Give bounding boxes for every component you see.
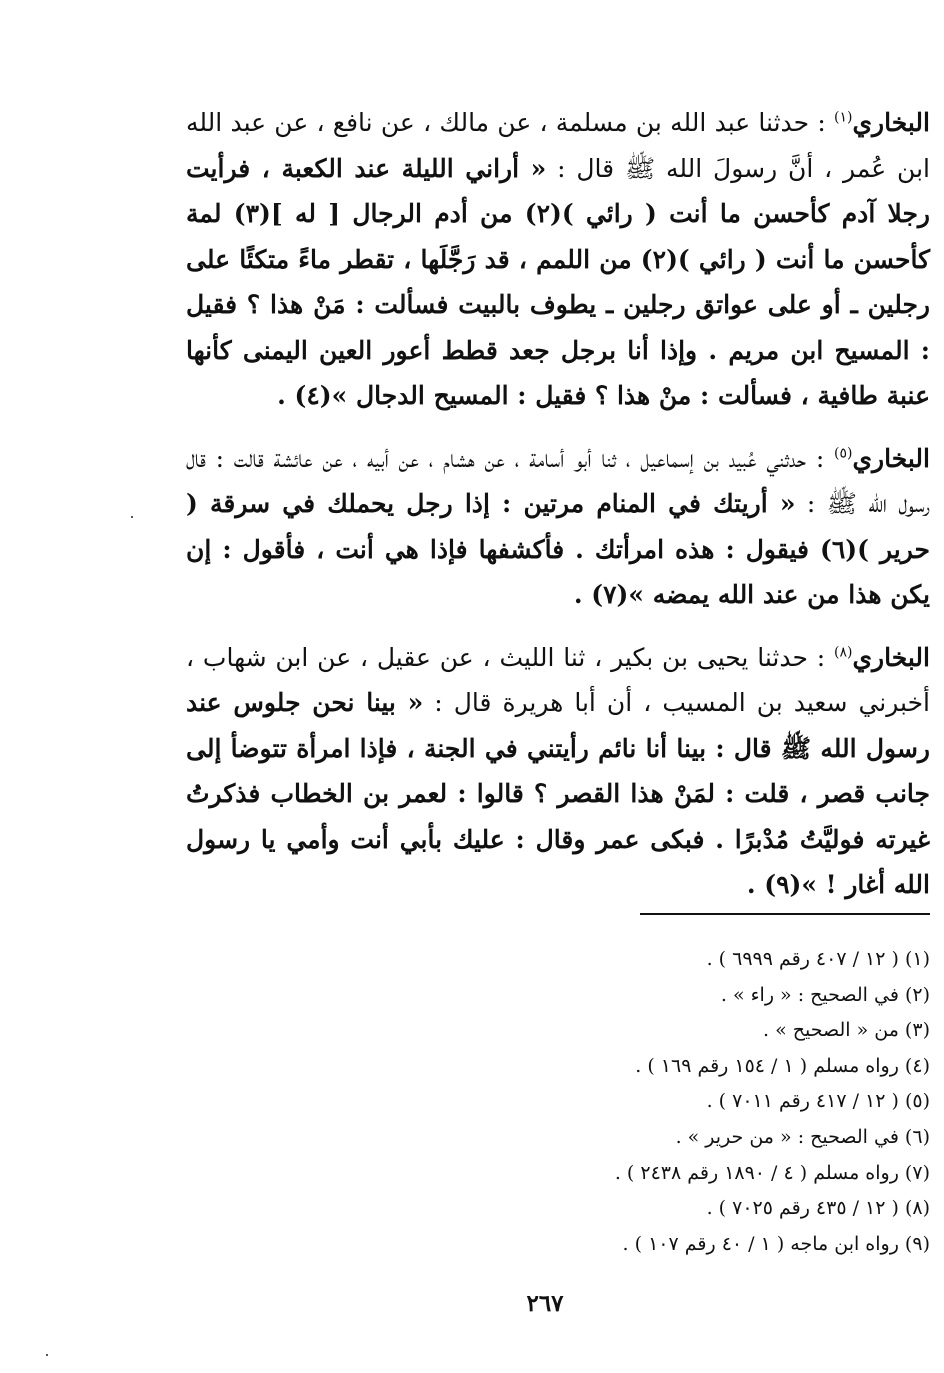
- footnote-ref: (١): [834, 109, 853, 126]
- footnote-7: (٧) رواه مسلم ( ٤ / ١٨٩٠ رقم ٢٤٣٨ ) .: [614, 1161, 930, 1184]
- page-number: ٢٦٧: [526, 1290, 564, 1317]
- footnote-4: (٤) رواه مسلم ( ١ / ١٥٤ رقم ١٦٩ ) .: [635, 1054, 930, 1077]
- scan-speck: [131, 516, 133, 518]
- hadith-paragraph-3: [186, 635, 930, 908]
- source-label: البخاري: [852, 108, 930, 137]
- main-text: [186, 100, 930, 908]
- footnote-divider: [640, 913, 930, 915]
- footnote-3: (٣) من « الصحيح » .: [763, 1019, 930, 1042]
- scan-speck: [46, 1354, 48, 1356]
- isnad-text: : حدثنا عبد الله بن مسلمة ، عن مالك ، عن نافع ، عن عبد الله ابن عُمر ، أنَّ رسولَ الله ﷺ قال :: [186, 108, 930, 183]
- hadith-paragraph-2: [186, 436, 930, 618]
- footnote-ref: (٥): [834, 445, 853, 462]
- footnote-6: (٦) في الصحيح : « من حرير » .: [675, 1125, 930, 1148]
- footnotes: [520, 942, 930, 1262]
- footnote-5: (٥) ( ١٢ / ٤١٧ رقم ٧٠١١ ) .: [706, 1090, 930, 1113]
- footnote-8: (٨) ( ١٢ / ٤٣٥ رقم ٧٠٢٥ ) .: [706, 1197, 930, 1220]
- matn-text: « أريتك في المنام مرتين : إذا رجل يحملك في سرقة ( حرير )(٦) فيقول : هذه امرأتك . فأكشفها فإذا هي أنت ، فأقول : إن يكن هذا من عند الله يمضه »(٧) .: [186, 489, 930, 609]
- footnote-1: (١) ( ١٢ / ٤٠٧ رقم ٦٩٩٩ ) .: [706, 948, 930, 970]
- isnad-text: : حدثني عُبيد بن إسماعيل ، ثنا أبو أسامة ، عن هشام ، عن أبيه ، عن عائشة قالت : قال رسول الله ﷺ :: [186, 443, 931, 518]
- matn-text: « أراني الليلة عند الكعبة ، فرأيت رجلا آدم كأحسن ما أنت ( رائي )(٢) من أدم الرجال [ له ](٣) لمة كأحسن ما أنت ( رائي )(٢) من اللمم ، قد رَجَّلَها ، تقطر ماءً متكئًا على رجلين ـ أو على عواتق رجلين ـ يطوف بالبيت فسألت : مَنْ هذا ؟ فقيل : المسيح ابن مريم . وإذا أنا برجل جعد قطط أعور العين اليمنى كأنها عنبة طافية ، فسألت : منْ هذا ؟ فقيل : المسيح الدجال »(٤) .: [186, 153, 930, 410]
- isnad-text: : حدثنا يحيى بن بكير ، ثنا الليث ، عن عقيل ، عن ابن شهاب ، أخبرني سعيد بن المسيب ، أن أبا هريرة قال :: [186, 642, 930, 717]
- footnote-9: (٩) رواه ابن ماجه ( ١ / ٤٠ رقم ١٠٧ ) .: [622, 1232, 930, 1255]
- source-label: البخاري: [852, 642, 930, 672]
- hadith-paragraph-1: [186, 100, 930, 419]
- source-label: البخاري: [852, 443, 930, 473]
- footnote-2: (٢) في الصحيح : « راء » .: [720, 983, 930, 1006]
- matn-text: « بينا نحن جلوس عند رسول الله ﷺ قال : بينا أنا نائم رأيتني في الجنة ، فإذا امرأة تتوضأ إلى جانب قصر ، قلت : لمَنْ هذا القصر ؟ قالوا : لعمر بن الخطاب فذكرتُ غيرته فوليَّتُ مُدْبرًا . فبكى عمر وقال : عليك بأبي أنت وأمي يا رسول الله أغار ! »(٩) .: [186, 688, 930, 899]
- footnote-ref: (٨): [834, 644, 853, 661]
